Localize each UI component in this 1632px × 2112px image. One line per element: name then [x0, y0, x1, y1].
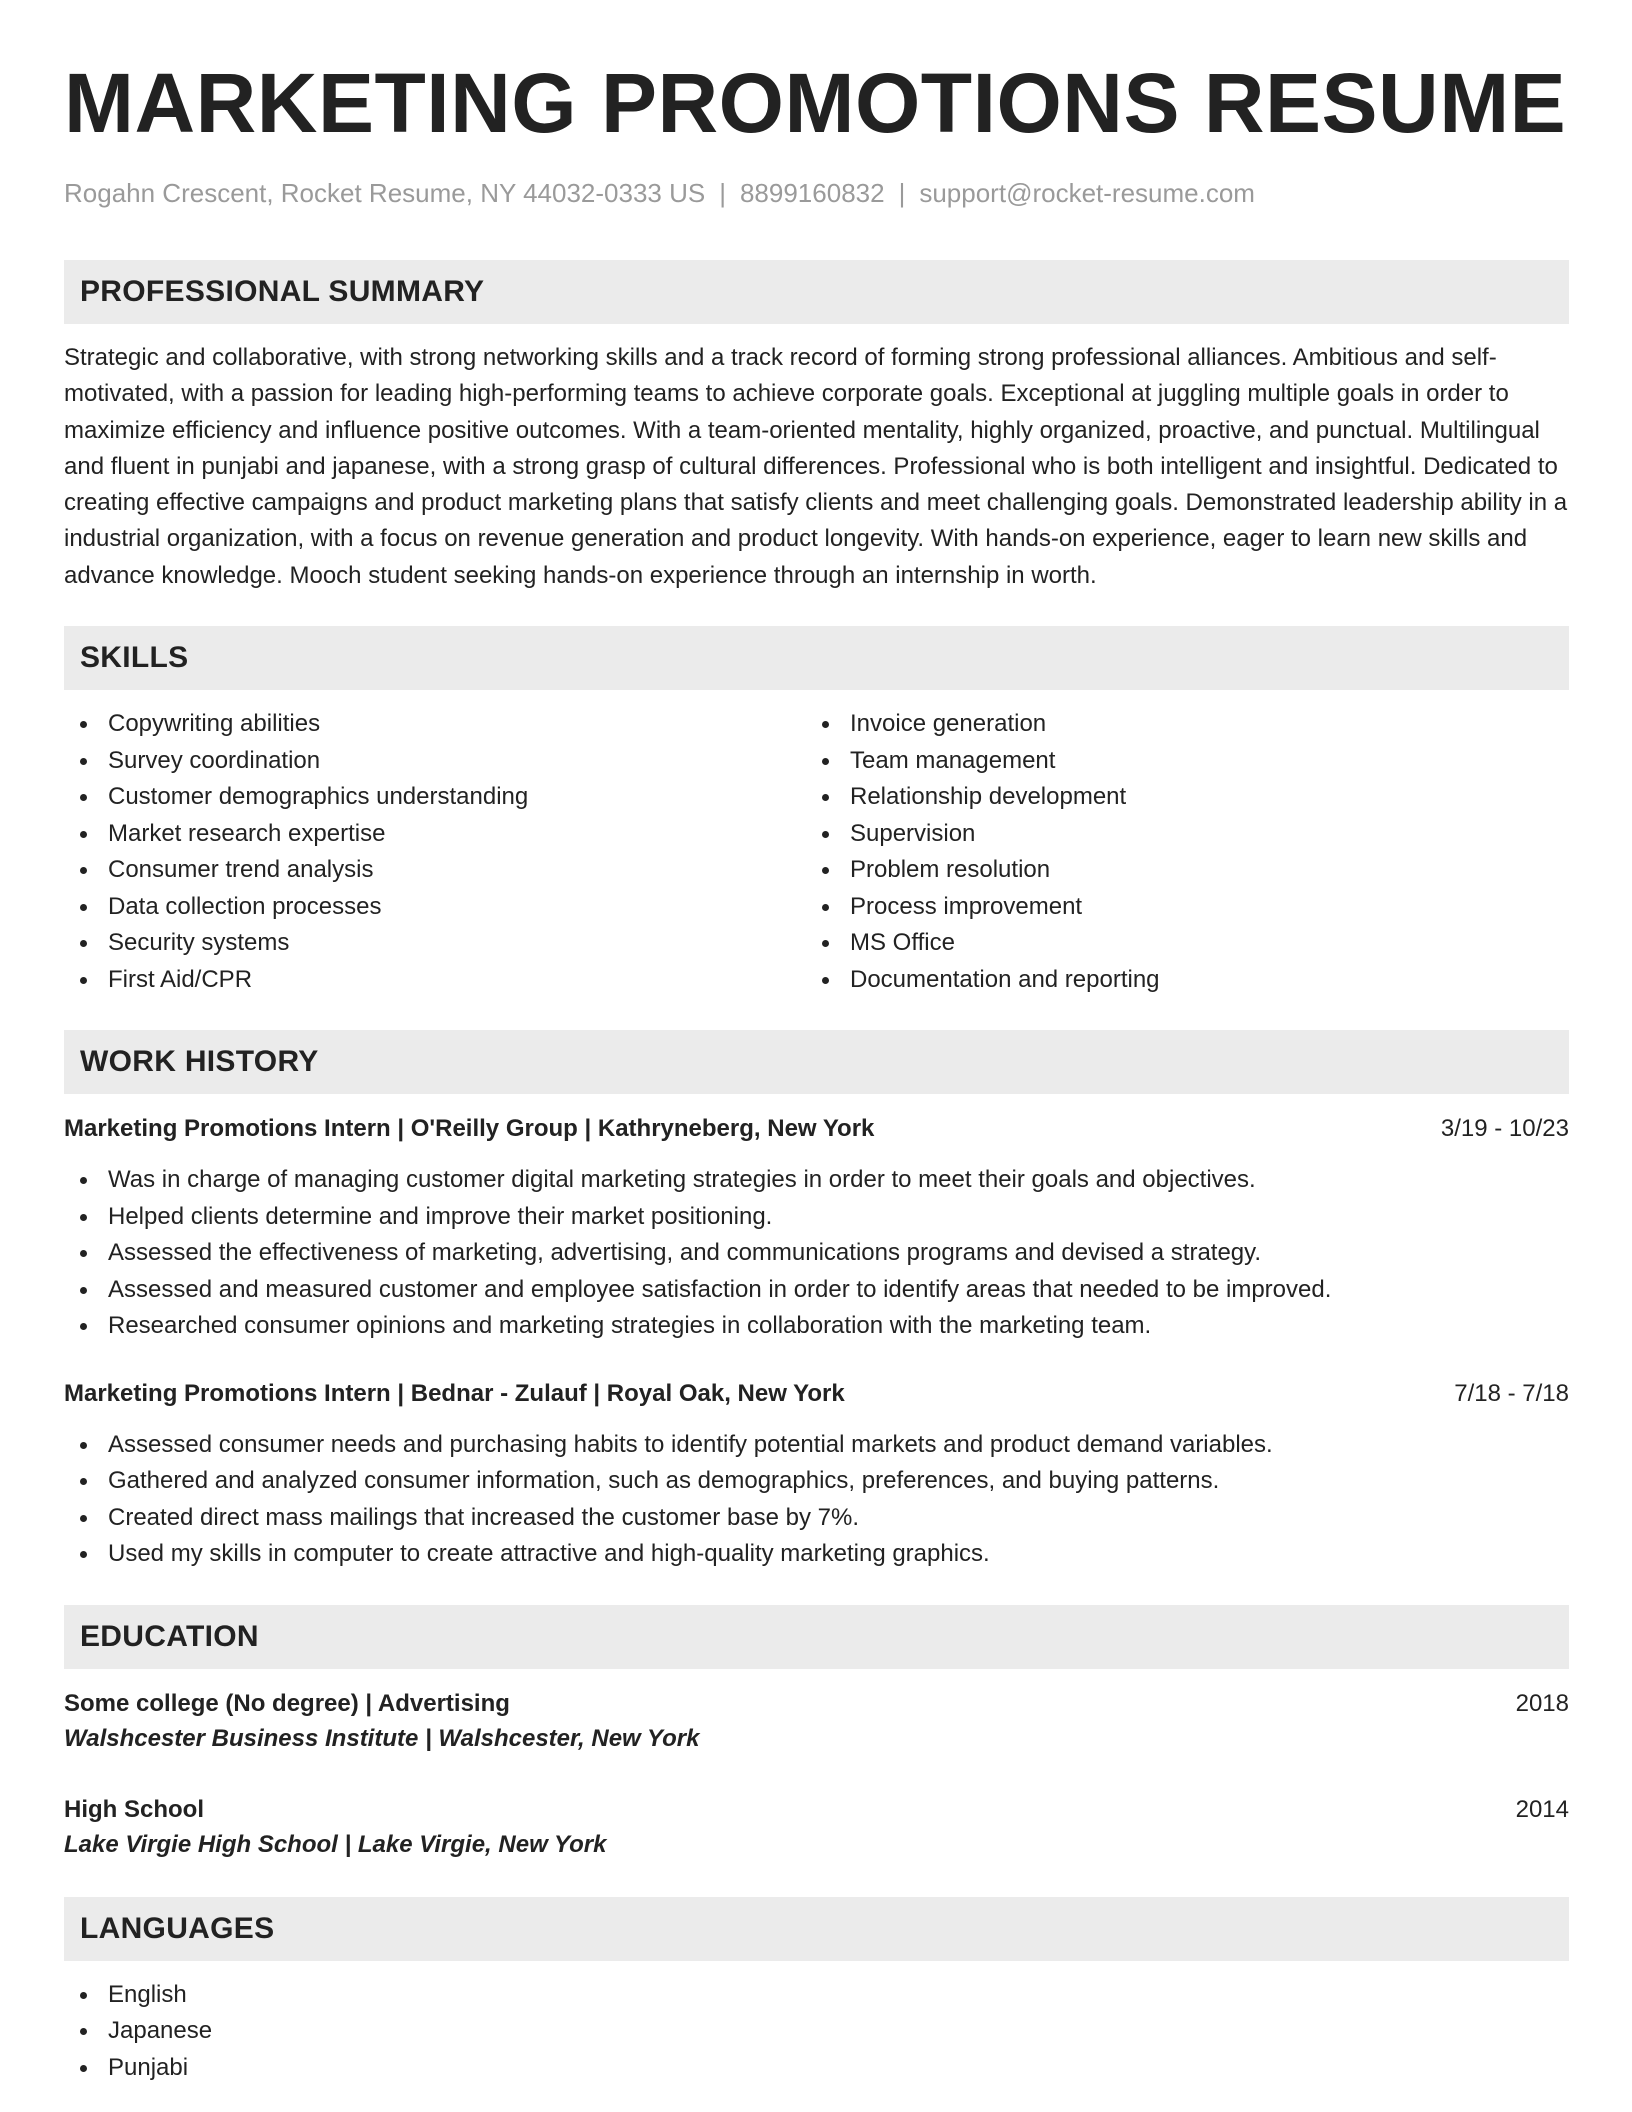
skill-item: Process improvement: [806, 889, 1548, 926]
contact-address: Rogahn Crescent, Rocket Resume, NY 44032-0333 US: [64, 178, 706, 208]
languages-section: [64, 1897, 1569, 2087]
education-header: [64, 1687, 1569, 1721]
section-heading-education: EDUCATION: [64, 1605, 1569, 1669]
skill-item: Relationship development: [806, 779, 1548, 816]
skills-list-left: [64, 706, 806, 998]
contact-separator: |: [719, 178, 726, 208]
job-bullet: Used my skills in computer to create attractive and high-quality marketing graphics.: [64, 1536, 1569, 1573]
language-item: Punjabi: [64, 2050, 1569, 2087]
education-year: 2018: [1515, 1689, 1569, 1717]
skills-section: [64, 626, 1569, 998]
skill-item: Security systems: [64, 925, 806, 962]
skill-item: Market research expertise: [64, 816, 806, 853]
languages-list: [64, 1977, 1569, 2087]
job-bullet: Helped clients determine and improve their market positioning.: [64, 1199, 1569, 1236]
job-title: Marketing Promotions Intern | Bednar - Zulauf | Royal Oak, New York: [64, 1379, 845, 1407]
job-bullet: Researched consumer opinions and marketing strategies in collaboration with the marketing team.: [64, 1308, 1569, 1345]
skill-item: Invoice generation: [806, 706, 1548, 743]
job-bullet: Assessed consumer needs and purchasing habits to identify potential markets and product demand variables.: [64, 1427, 1569, 1464]
section-heading-work-history: WORK HISTORY: [64, 1030, 1569, 1094]
job-bullet: Created direct mass mailings that increased the customer base by 7%.: [64, 1500, 1569, 1537]
job-dates: 3/19 - 10/23: [1440, 1115, 1569, 1143]
section-heading-skills: SKILLS: [64, 626, 1569, 690]
skill-item: Team management: [806, 743, 1548, 780]
language-item: English: [64, 1977, 1569, 2014]
education-school: Lake Virgie High School | Lake Virgie, New York: [64, 1830, 607, 1858]
education-degree: Some college (No degree) | Advertising: [64, 1689, 510, 1717]
skill-item: First Aid/CPR: [64, 962, 806, 999]
job-entry: [64, 1377, 1569, 1573]
job-title: Marketing Promotions Intern | O'Reilly Group | Kathryneberg, New York: [64, 1115, 875, 1143]
job-bullet: Assessed the effectiveness of marketing, advertising, and communications programs and devised a strategy.: [64, 1235, 1569, 1272]
education-section: [64, 1605, 1569, 1863]
skill-item: Documentation and reporting: [806, 962, 1548, 999]
education-entry: [64, 1793, 1569, 1863]
contact-phone: 8899160832: [739, 178, 885, 208]
skills-columns: [64, 706, 1569, 998]
education-degree: High School: [64, 1795, 204, 1823]
job-bullets: [64, 1427, 1569, 1573]
job-dates: 7/18 - 7/18: [1454, 1379, 1569, 1407]
job-header: [64, 1112, 1569, 1146]
job-bullets: [64, 1162, 1569, 1345]
summary-text: Strategic and collaborative, with strong networking skills and a track record of forming strong professional alliances. Ambitious and self-motivated, with a passion for leading high-performing teams to achieve corporate goals. Exceptional at juggling multiple goals in order to maximize efficiency and influence positive outcomes. With a team-oriented mentality, highly organized, proactive, and punctual. Multilingual and fluent in punjabi and japanese, with a strong grasp of cultural differences. Professional who is both intelligent and insightful. Dedicated to creating effective campaigns and product marketing plans that satisfy clients and meet challenging goals. Demonstrated leadership ability in a industrial organization, with a focus on revenue generation and product longevity. With hands-on experience, eager to learn new skills and advance knowledge. Mooch student seeking hands-on experience through an internship in worth.: [64, 344, 1568, 589]
resume-title: MARKETING PROMOTIONS RESUME: [64, 56, 1567, 150]
skill-item: Survey coordination: [64, 743, 806, 780]
skill-item: MS Office: [806, 925, 1548, 962]
skills-list-right: [806, 706, 1548, 998]
resume-page: [64, 0, 1569, 2086]
job-bullet: Gathered and analyzed consumer information, such as demographics, preferences, and buying patterns.: [64, 1463, 1569, 1500]
job-bullet: Was in charge of managing customer digital marketing strategies in order to meet their goals and objectives.: [64, 1162, 1569, 1199]
contact-line: [64, 178, 1569, 208]
education-school: Walshcester Business Institute | Walshcester, New York: [64, 1724, 700, 1752]
education-header: [64, 1793, 1569, 1827]
skill-item: Consumer trend analysis: [64, 852, 806, 889]
work-history-section: [64, 1030, 1569, 1573]
education-entry: [64, 1687, 1569, 1757]
skill-item: Problem resolution: [806, 852, 1548, 889]
language-item: Japanese: [64, 2013, 1569, 2050]
skill-item: Data collection processes: [64, 889, 806, 926]
job-bullet: Assessed and measured customer and employee satisfaction in order to identify areas that needed to be improved.: [64, 1272, 1569, 1309]
section-heading-languages: LANGUAGES: [64, 1897, 1569, 1961]
section-heading-summary: PROFESSIONAL SUMMARY: [64, 260, 1569, 324]
job-header: [64, 1377, 1569, 1411]
skill-item: Supervision: [806, 816, 1548, 853]
education-year: 2014: [1515, 1795, 1569, 1823]
job-entry: [64, 1112, 1569, 1345]
contact-email: support@rocket-resume.com: [919, 178, 1255, 208]
skill-item: Customer demographics understanding: [64, 779, 806, 816]
skill-item: Copywriting abilities: [64, 706, 806, 743]
professional-summary-section: [64, 260, 1569, 594]
contact-separator: |: [898, 178, 906, 208]
